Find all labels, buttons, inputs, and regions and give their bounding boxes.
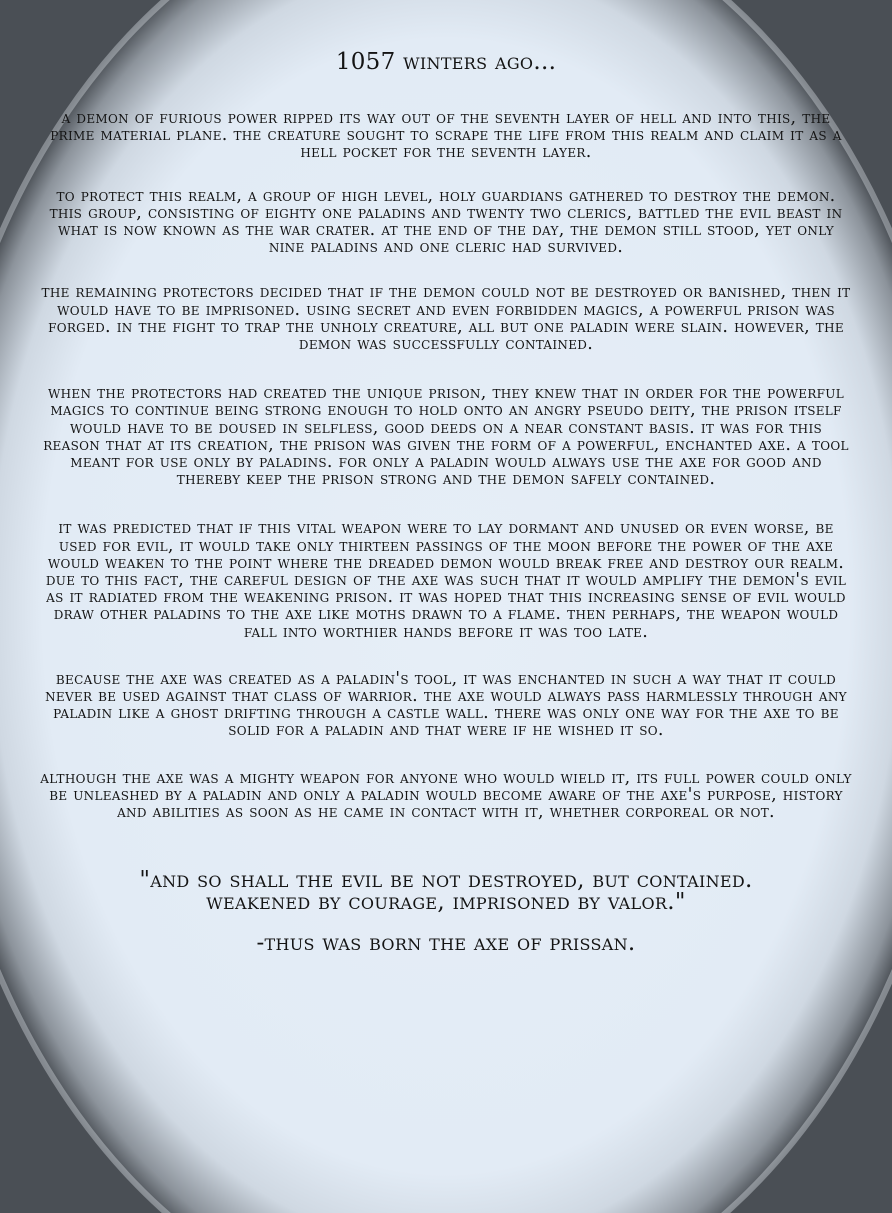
paragraph-demon-origin: a demon of furious power ripped its way out of the seventh layer of hell and into this, the prime material plane. the creature sought to scrape the life from this realm and claim it as a hell pocket for the seventh layer. xyxy=(50,108,842,163)
story-text xyxy=(40,48,852,955)
closing-quote: "and so shall the evil be not destroyed, but contained. weakened by courage, imprisoned by valor." xyxy=(139,867,753,916)
paragraph-axe-form: when the protectors had created the unique prison, they knew that in order for the powerful magics to continue being strong enough to hold onto an angry pseudo deity, the prison itself would have to be doused in selfless, good deeds on a near constant basis. it was for this reason that at its creation, the prison was given the form of a powerful, enchanted axe. a tool meant for use only by paladins. for only a paladin would always use the axe for good and thereby keep the prison strong and the demon safely contained. xyxy=(43,383,849,490)
heading: 1057 winters ago... xyxy=(335,49,557,75)
paragraph-prison-forged: the remaining protectors decided that if the demon could not be destroyed or banished, then it would have to be imprisoned. using secret and even forbidden magics, a powerful prison was forged. in the fight to trap the unholy creature, all but one paladin were slain. however, the demon was successfully contained. xyxy=(41,282,851,355)
paragraph-guardians-battle: to protect this realm, a group of high level, holy guardians gathered to destroy the demon. this group, consisting of eighty one paladins and twenty two clerics, battled the evil beast in what is now known as the war crater. at the end of the day, the demon still stood, yet only nine paladins and one cleric had survived. xyxy=(49,185,843,258)
paragraph-axe-power: although the axe was a mighty weapon for anyone who would wield it, its full power could only be unleashed by a paladin and only a paladin would become aware of the axe's purpose, history and abilities as soon as he came in contact with it, whether corporeal or not. xyxy=(40,767,852,823)
paragraph-paladin-tool: because the axe was created as a paladin's tool, it was enchanted in such a way that it could never be used against that class of warrior. the axe would always pass harmlessly through any paladin like a ghost drifting through a castle wall. there was only one way for the axe to be solid for a paladin and that were if he wished it so. xyxy=(45,668,847,741)
paragraph-prophecy: it was predicted that if this vital weapon were to lay dormant and unused or even worse, be used for evil, it would take only thirteen passings of the moon before the power of the axe would weaken to the point where the dreaded demon would break free and destroy our realm. due to this fact, the careful design of the axe was such that it would amplify the demon's evil as it radiated from the weakening prison. it was hoped that this increasing sense of evil would draw other paladins to the axe like moths drawn to a flame. then perhaps, the weapon would fall into worthier hands before it was too late. xyxy=(45,518,847,642)
signoff: -thus was born the axe of prissan. xyxy=(256,930,636,957)
